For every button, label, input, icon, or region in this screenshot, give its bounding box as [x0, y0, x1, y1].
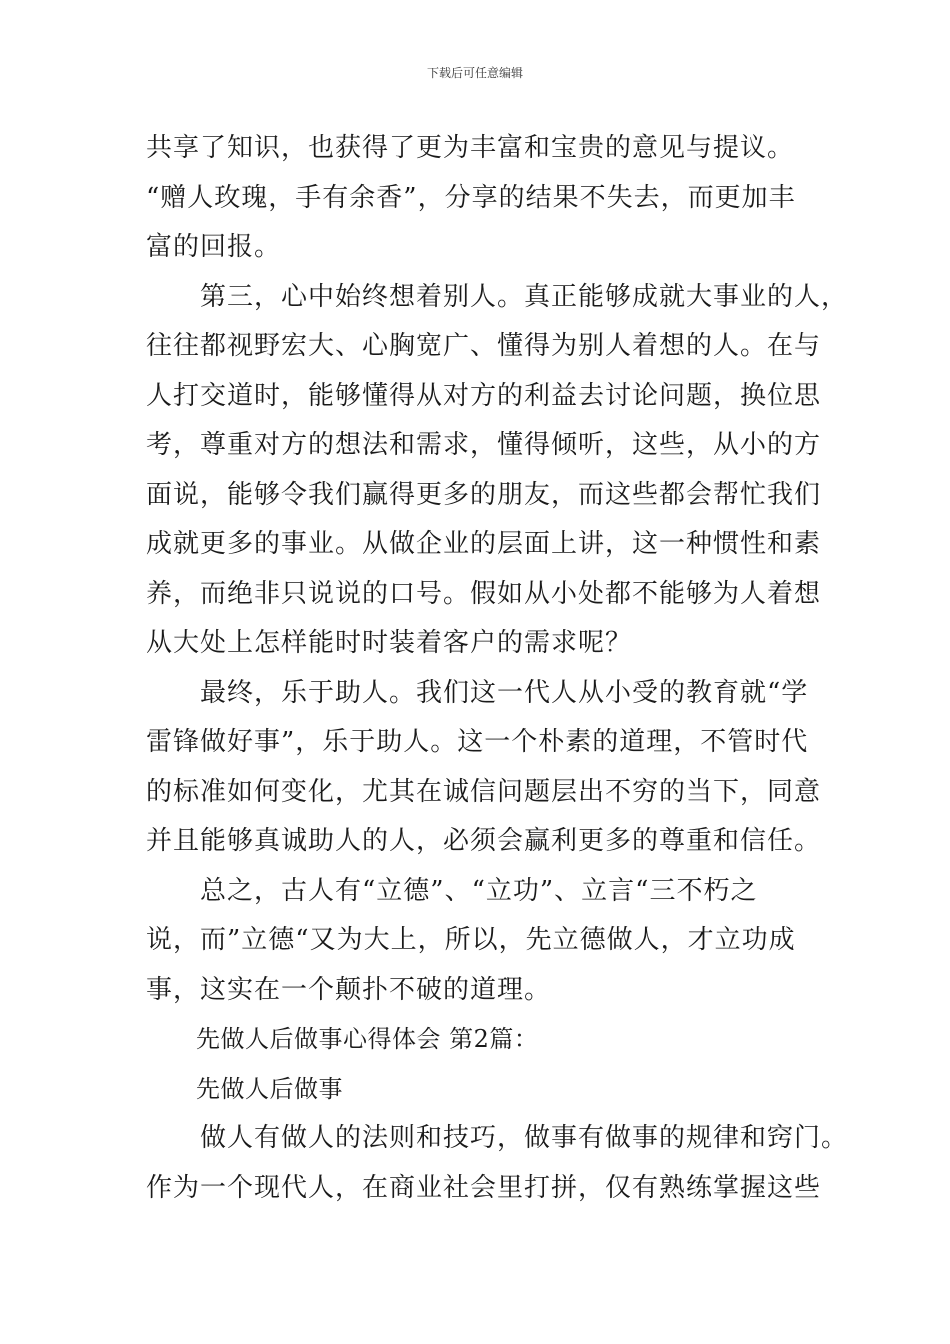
paragraph-first-line: 做人有做人的法则和技巧，做事有做事的规律和窍门。: [200, 1123, 849, 1153]
paragraph-first-line: 第三，心中始终想着别人。真正能够成就大事业的人，: [200, 281, 849, 312]
text-line: 人打交道时，能够懂得从对方的利益去讨论问题，换位思: [146, 380, 822, 411]
text-line: 共享了知识，也获得了更为丰富和宝贵的意见与提议。: [146, 133, 795, 163]
text-line: 考，尊重对方的想法和需求，懂得倾听，这些，从小的方: [146, 430, 822, 460]
text-line: 事，这实在一个颠扑不破的道理。: [146, 974, 552, 1005]
text-line: 从大处上怎样能时时装着客户的需求呢？: [146, 628, 633, 658]
text-line: 成就更多的事业。从做企业的层面上讲，这一种惯性和素: [146, 529, 822, 559]
text-line: 并且能够真诚助人的人，必须会赢利更多的尊重和信任。: [146, 826, 822, 856]
text-line: 往往都视野宏大、心胸宽广、懂得为别人着想的人。在与: [146, 331, 822, 361]
section-heading: 先做人后做事心得体会 第2篇：: [196, 1025, 539, 1053]
text-line: 面说，能够令我们赢得更多的朋友，而这些都会帮忙我们: [146, 479, 822, 510]
text-line: 养，而绝非只说说的口号。假如从小处都不能够为人着想: [146, 578, 822, 609]
document-body: [146, 124, 849, 1213]
paragraph-first-line: 总之，古人有“立德”、“立功”、立言“三不朽之: [200, 875, 758, 906]
text-line: 作为一个现代人，在商业社会里打拼，仅有熟练掌握这些: [146, 1172, 822, 1203]
text-line: 的标准如何变化，尤其在诚信问题层出不穷的当下，同意: [146, 776, 822, 807]
text-line: “赠人玫瑰，手有余香”，分享的结果不失去，而更加丰: [146, 182, 796, 213]
paragraph-first-line: 最终，乐于助人。我们这一代人从小受的教育就“学: [200, 677, 809, 708]
text-line: 说，而”立德“又为大上，所以，先立德做人，才立功成: [146, 925, 796, 955]
page-header: 下载后可任意编辑: [426, 66, 523, 80]
section-title: 先做人后做事: [196, 1074, 343, 1103]
text-line: 雷锋做好事”，乐于助人。这一个朴素的道理，不管时代: [146, 727, 809, 757]
text-line: 富的回报。: [146, 232, 282, 262]
